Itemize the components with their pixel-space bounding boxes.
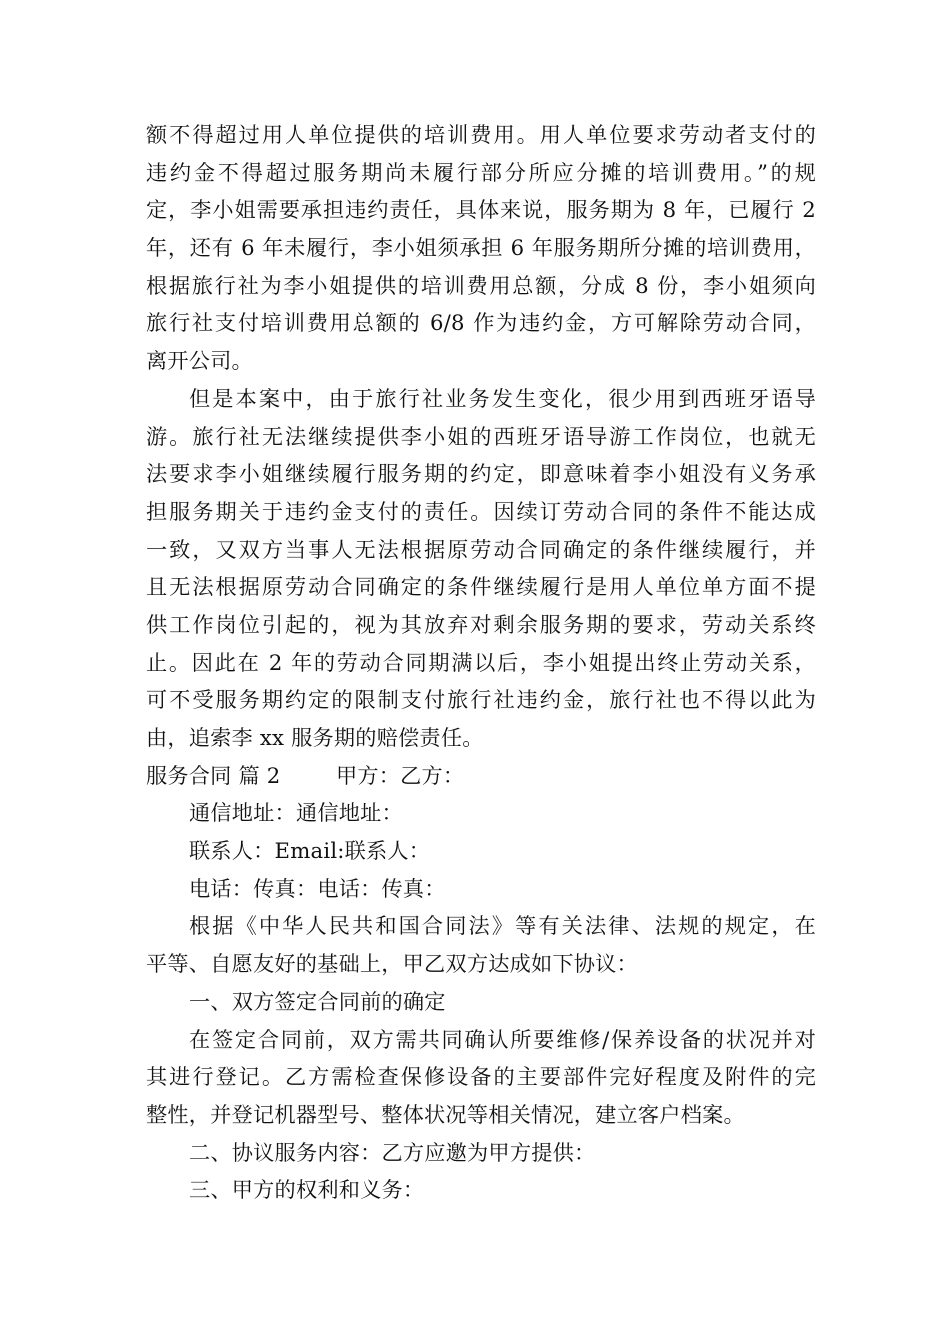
text-line: 但是本案中，由于旅行社业务发生变化，很少用到西班牙语导: [189, 385, 816, 411]
text-line: 定，李小姐需要承担违约责任，具体来说，服务期为 8 年，已履行 2: [146, 197, 816, 223]
text-line: 离开公司。: [146, 348, 253, 374]
text-line: 其进行登记。乙方需检查保修设备的主要部件完好程度及附件的完: [146, 1064, 816, 1090]
text-line: 供工作岗位引起的，视为其放弃对剩余服务期的要求，劳动关系终: [146, 611, 816, 637]
paragraph-legal-basis: [146, 907, 816, 982]
text-line: 游。旅行社无法继续提供李小姐的西班牙语导游工作岗位，也就无: [146, 423, 816, 449]
text-line: 根据旅行社为李小姐提供的培训费用总额，分成 8 份，李小姐须向: [146, 272, 816, 298]
text-line: 根据《中华人民共和国合同法》等有关法律、法规的规定，在: [189, 913, 816, 939]
text-line: 额不得超过用人单位提供的培训费用。用人单位要求劳动者支付的: [146, 122, 816, 147]
text-line: 法要求李小姐继续履行服务期的约定，即意味着李小姐没有义务承: [146, 461, 816, 487]
text-line: 止。因此在 2 年的劳动合同期满以后，李小姐提出终止劳动关系，: [146, 649, 816, 675]
document-body: [146, 116, 816, 1209]
text-line: 年，还有 6 年未履行，李小姐须承担 6 年服务期所分摊的培训费用，: [146, 235, 816, 261]
text-line: 整性，并登记机器型号、整体状况等相关情况，建立客户档案。: [146, 1101, 745, 1127]
paragraph-breach-liability: [146, 116, 816, 380]
text-line: 违约金不得超过服务期尚未履行部分所应分摊的培训费用。”的规: [146, 159, 816, 185]
contact-person-line: 联系人：Email:联系人：: [189, 838, 431, 864]
section-title-1: 一、双方签定合同前的确定: [189, 988, 446, 1014]
section-title-3: 三、甲方的权利和义务：: [189, 1177, 425, 1203]
text-line: 一致，又双方当事人无法根据原劳动合同确定的条件继续履行，并: [146, 536, 816, 562]
text-line: 旅行社支付培训费用总额的 6/8 作为违约金，方可解除劳动合同，: [146, 310, 816, 336]
contact-address-line: 通信地址：通信地址：: [189, 800, 403, 826]
contact-phone-line: 电话：传真：电话：传真：: [189, 875, 446, 901]
text-line: 且无法根据原劳动合同确定的条件继续履行是用人单位单方面不提: [146, 574, 816, 600]
text-line: 由，追索李 xx 服务期的赔偿责任。: [146, 725, 484, 750]
paragraph-pre-contract: [146, 1021, 816, 1134]
contract-heading: 服务合同 篇 2 甲方：乙方：: [146, 762, 465, 788]
text-line: 平等、自愿友好的基础上，甲乙双方达成如下协议：: [146, 951, 638, 977]
text-line: 可不受服务期约定的限制支付旅行社违约金，旅行社也不得以此为: [146, 687, 816, 713]
section-title-2: 二、协议服务内容：乙方应邀为甲方提供：: [189, 1139, 596, 1165]
text-line: 在签定合同前，双方需共同确认所要维修/保养设备的状况并对: [189, 1026, 816, 1052]
text-line: 担服务期关于违约金支付的责任。因续订劳动合同的条件不能达成: [146, 498, 816, 524]
paragraph-case-analysis: [146, 380, 816, 757]
